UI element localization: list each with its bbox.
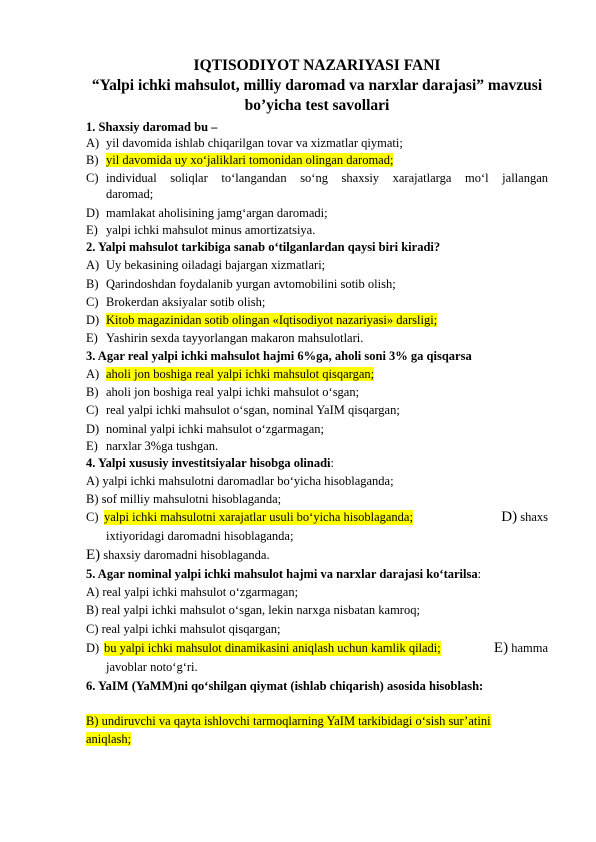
q2-option-b: B) Qarindoshdan foydalanib yurgan avtomobilini sotib olish; [86,277,396,291]
q3-answer-highlight: aholi jon boshiga real yalpi ichki mahsulot qisqargan; [106,367,375,381]
q1-option-c: C) [86,171,99,185]
question-1: 1. Shaxsiy daromad bu – [86,120,218,134]
q2-option-c: C) Brokerdan aksiyalar sotib olish; [86,295,266,309]
q5-answer-highlight: bu yalpi ichki mahsulot dinamikasini aniqlash uchun kamlik qiladi; [104,641,441,655]
q1-option-d: D) mamlakat aholisining jamg‘argan daromadi; [86,206,328,220]
q5-option-e-line2: javoblar noto‘g‘ri. [106,660,198,674]
question-3: 3. Agar real yalpi ichki mahsulot hajmi 6%ga, aholi soni 3% ga qisqarsa [86,349,472,363]
q6-option-b-line2: aniqlash; [86,732,132,746]
q1-option-b: B) yil davomida uy xo‘jaliklari tomonidan olingan daromad; [86,153,394,167]
q5-option-c: C) real yalpi ichki mahsulot qisqargan; [86,622,281,636]
q3-option-c: C) real yalpi ichki mahsulot o‘sgan, nominal YaIM qisqargan; [86,403,400,417]
q6-answer-highlight: B) undiruvchi va qayta ishlovchi tarmoqlarning YaIM tarkibidagi o‘sish sur’atini [86,714,491,728]
q1-option-a: A) yil davomida ishlab chiqarilgan tovar va xizmatlar qiymati; [86,136,403,150]
q3-option-e: E) narxlar 3%ga tushgan. [86,439,219,453]
q3-option-b: B) aholi jon boshiga real yalpi ichki mahsulot o‘sgan; [86,385,360,399]
subject-title: IQTISODIYOT NAZARIYASI FANI [193,57,441,74]
q2-option-d: D) Kitob magazinidan sotib olingan «Iqtisodiyot nazariyasi» darsligi; [86,313,438,327]
q4-option-e: E) shaxsiy daromadni hisoblaganda. [86,547,270,563]
question-4: 4. Yalpi xususiy investitsiyalar hisobga olinadi: [86,456,334,470]
q4-option-d-line2: ixtiyoridagi daromadni hisoblaganda; [106,529,294,543]
q6-option-b-line1 [86,714,548,729]
q1-option-c-line2: daromad; [106,187,154,201]
q4-option-d-start: shaxs [520,510,548,524]
q5-option-a: A) real yalpi ichki mahsulot o‘zgarmagan; [86,585,299,599]
q3-option-a: A) aholi jon boshiga real yalpi ichki mahsulot qisqargan; [86,367,375,381]
q4-option-c-label: C) [86,510,99,524]
q2-option-e: E) Yashirin sexda tayyorlangan makaron mahsulotlari. [86,331,364,345]
q4-option-d-label: D) [501,509,518,525]
q5-option-d-label: D) [86,641,100,655]
question-6: 6. YaIM (YaMM)ni qo‘shilgan qiymat (ishlab chiqarish) asosida hisoblash: [86,679,484,693]
q4-answer-highlight: yalpi ichki mahsulotni xarajatlar usuli bo‘yicha hisoblaganda; [104,510,413,524]
q5-option-e-label: E) [493,640,509,656]
q5-option-e-start: hamma [511,641,548,655]
q4-option-b: B) sof milliy mahsulotni hisoblaganda; [86,492,282,506]
q1-option-c-line1: individual soliqlar to‘langandan so‘ng shaxsiy xarajatlarga mo‘l jallangan [106,171,548,185]
q2-answer-highlight: Kitob magazinidan sotib olingan «Iqtisodiyot nazariyasi» darsligi; [106,313,438,327]
q1-answer-highlight: yil davomida uy xo‘jaliklari tomonidan olingan daromad; [106,153,394,167]
q3-option-d: D) nominal yalpi ichki mahsulot o‘zgarmagan; [86,422,324,436]
q5-option-b: B) real yalpi ichki mahsulot o‘sgan, lekin narxga nisbatan kamroq; [86,603,420,617]
q5-option-d-e-line [104,641,548,656]
q4-option-a: A) yalpi ichki mahsulotni daromadlar bo‘yicha hisoblaganda; [86,474,394,488]
q1-option-e: E) yalpi ichki mahsulot minus amortizatsiya. [86,223,316,237]
question-5: 5. Agar nominal yalpi ichki mahsulot hajmi va narxlar darajasi ko‘tarilsa: [86,567,482,581]
topic-title-line1: “Yalpi ichki mahsulot, milliy daromad va narxlar darajasi” mavzusi [91,77,543,94]
q2-option-a: A) Uy bekasining oiladagi bajargan xizmatlari; [86,258,326,272]
q4-option-c-d-line [104,510,548,525]
question-2: 2. Yalpi mahsulot tarkibiga sanab o‘tilganlardan qaysi biri kiradi? [86,240,441,254]
topic-title-line2: bo’yicha test savollari [244,97,390,114]
